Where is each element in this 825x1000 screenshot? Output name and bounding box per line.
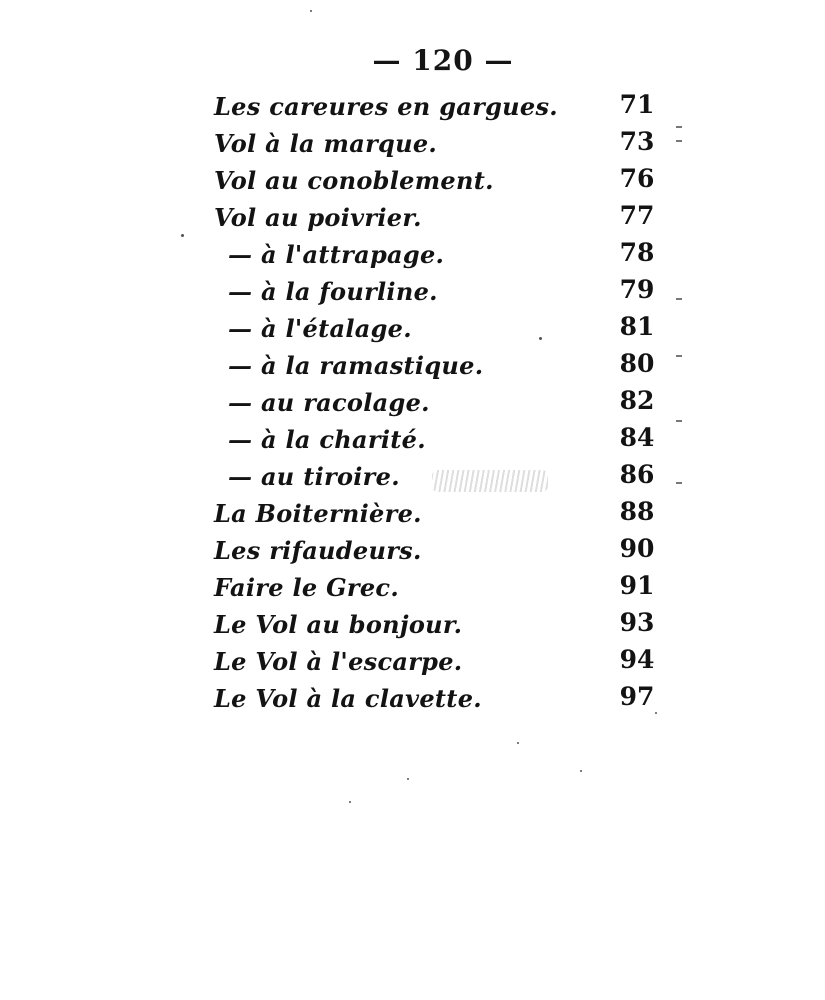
dust-speck — [655, 712, 657, 714]
toc-entry-title: La Boiternière. — [214, 499, 422, 528]
toc-entry — [0, 606, 825, 643]
toc-entry-title: — à la fourline. — [228, 277, 438, 306]
toc-entry-title: Vol à la marque. — [214, 129, 438, 158]
toc-entry — [0, 199, 825, 236]
toc-entry — [0, 162, 825, 199]
margin-mark — [676, 140, 682, 142]
toc-entry-page: 77 — [619, 201, 655, 230]
toc-entry-page: 91 — [619, 571, 655, 600]
toc-entry-page: 76 — [619, 164, 655, 193]
dust-speck — [580, 770, 582, 772]
toc-entry-title: Le Vol à la clavette. — [214, 684, 482, 713]
dust-speck — [407, 778, 409, 780]
dust-speck — [517, 742, 519, 744]
toc-entry-page: 88 — [619, 497, 655, 526]
toc-entry — [0, 384, 825, 421]
toc-entry-title: — au tiroire. — [228, 462, 400, 491]
ink-smudge — [432, 470, 548, 492]
toc-entry-title: — à la ramastique. — [228, 351, 484, 380]
toc-entry-page: 86 — [619, 460, 655, 489]
dust-speck — [349, 801, 351, 803]
toc-entry — [0, 643, 825, 680]
toc-entry-page: 71 — [619, 90, 655, 119]
dust-speck — [539, 337, 542, 340]
margin-mark — [676, 355, 682, 357]
margin-mark — [676, 298, 682, 300]
toc-entry — [0, 532, 825, 569]
toc-entry-page: 78 — [619, 238, 655, 267]
toc-entry-page: 82 — [619, 386, 655, 415]
toc-entry-title: Faire le Grec. — [214, 573, 399, 602]
toc-entry — [0, 421, 825, 458]
toc-entry-page: 93 — [619, 608, 655, 637]
toc-entry-page: 81 — [619, 312, 655, 341]
toc-entry — [0, 236, 825, 273]
toc-entry-title: Le Vol au bonjour. — [214, 610, 463, 639]
toc-entry — [0, 680, 825, 717]
toc-entry-page: 90 — [619, 534, 655, 563]
toc-entry-title: — au racolage. — [228, 388, 430, 417]
toc-entry — [0, 495, 825, 532]
toc-entry — [0, 125, 825, 162]
table-of-contents — [0, 88, 825, 717]
toc-entry-title: Les careures en gargues. — [214, 92, 558, 121]
toc-entry-title: Les rifaudeurs. — [214, 536, 422, 565]
margin-mark — [676, 482, 682, 484]
toc-entry-page: 97 — [619, 682, 655, 711]
toc-entry — [0, 458, 825, 495]
margin-mark — [676, 420, 682, 422]
toc-entry — [0, 347, 825, 384]
toc-entry — [0, 569, 825, 606]
toc-entry-page: 79 — [619, 275, 655, 304]
toc-entry-page: 84 — [619, 423, 655, 452]
margin-mark — [676, 126, 682, 128]
toc-entry-title: Le Vol à l'escarpe. — [214, 647, 463, 676]
page-number: — 120 — — [372, 44, 514, 77]
toc-entry-title: Vol au poivrier. — [214, 203, 422, 232]
toc-entry — [0, 273, 825, 310]
toc-entry-page: 73 — [619, 127, 655, 156]
dust-speck — [310, 10, 312, 12]
toc-entry — [0, 310, 825, 347]
dust-speck — [181, 234, 184, 237]
toc-entry — [0, 88, 825, 125]
toc-entry-title: — à l'attrapage. — [228, 240, 445, 269]
toc-entry-title: Vol au conoblement. — [214, 166, 494, 195]
toc-entry-title: — à l'étalage. — [228, 314, 412, 343]
toc-entry-page: 94 — [619, 645, 655, 674]
toc-entry-title: — à la charité. — [228, 425, 426, 454]
toc-entry-page: 80 — [619, 349, 655, 378]
